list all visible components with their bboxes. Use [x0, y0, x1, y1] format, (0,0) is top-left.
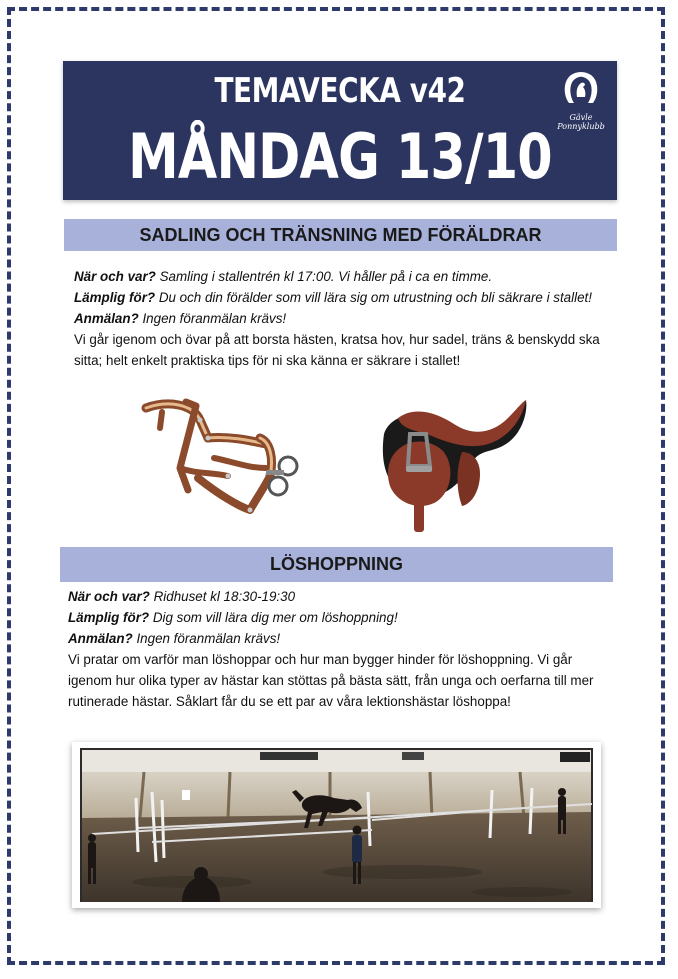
section1-signup-value: Ingen föranmälan krävs!	[138, 311, 287, 326]
saddle-icon	[376, 394, 528, 536]
bridle-icon	[138, 398, 306, 524]
section2-for-value: Dig som vill lära dig mer om löshoppning!	[149, 610, 398, 625]
header-banner	[63, 61, 617, 200]
section1-when-value: Samling i stallentrén kl 17:00. Vi håller på i ca en timme.	[155, 269, 493, 284]
arena-photo	[72, 742, 601, 908]
section2-description: Vi pratar om varför man löshoppar och hur man bygger hinder för löshoppning. Vi går igenom hur olika typer av hästar kan stöttas på bästa sätt, från unga och oerfarna till mer rutinerade hästar. Såklart får du se ett par av våra lektionshästar löshoppa!	[68, 652, 594, 709]
section1-text	[74, 266, 609, 371]
header-date: MÅNDAG 13/10	[128, 120, 552, 193]
header-theme-week: TEMAVECKA v42	[214, 71, 466, 111]
logo-text-ponnyklubb: Ponnyklubb	[557, 122, 605, 131]
section1-for-label: Lämplig för?	[74, 290, 156, 305]
section2-signup-value: Ingen föranmälan krävs!	[132, 631, 281, 646]
section1-signup-label: Anmälan?	[74, 311, 139, 326]
free-jumping-photo	[72, 742, 601, 908]
section1-description: Vi går igenom och övar på att borsta hästen, kratsa hov, hur sadel, träns & benskydd ska sitta; helt enkelt praktiska tips för ni ska känna er säkrare i stallet!	[74, 332, 600, 368]
section2-text	[68, 586, 613, 712]
section1-title: SADLING OCH TRÄNSNING MED FÖRÄLDRAR	[64, 219, 617, 251]
section1-for-value: Du och din förälder som vill lära sig om utrustning och bli säkrare i stallet!	[155, 290, 592, 305]
section2-for-label: Lämplig för?	[68, 610, 150, 625]
section2-title: LÖSHOPPNING	[60, 547, 613, 582]
section2-when-value: Ridhuset kl 18:30-19:30	[149, 589, 296, 604]
section2-signup-label: Anmälan?	[68, 631, 133, 646]
horseshoe-logo-icon	[561, 69, 601, 109]
section2-when-label: När och var?	[68, 589, 150, 604]
club-logo	[553, 69, 609, 139]
logo-text-gavle: Gävle	[569, 113, 593, 122]
section1-when-label: När och var?	[74, 269, 156, 284]
